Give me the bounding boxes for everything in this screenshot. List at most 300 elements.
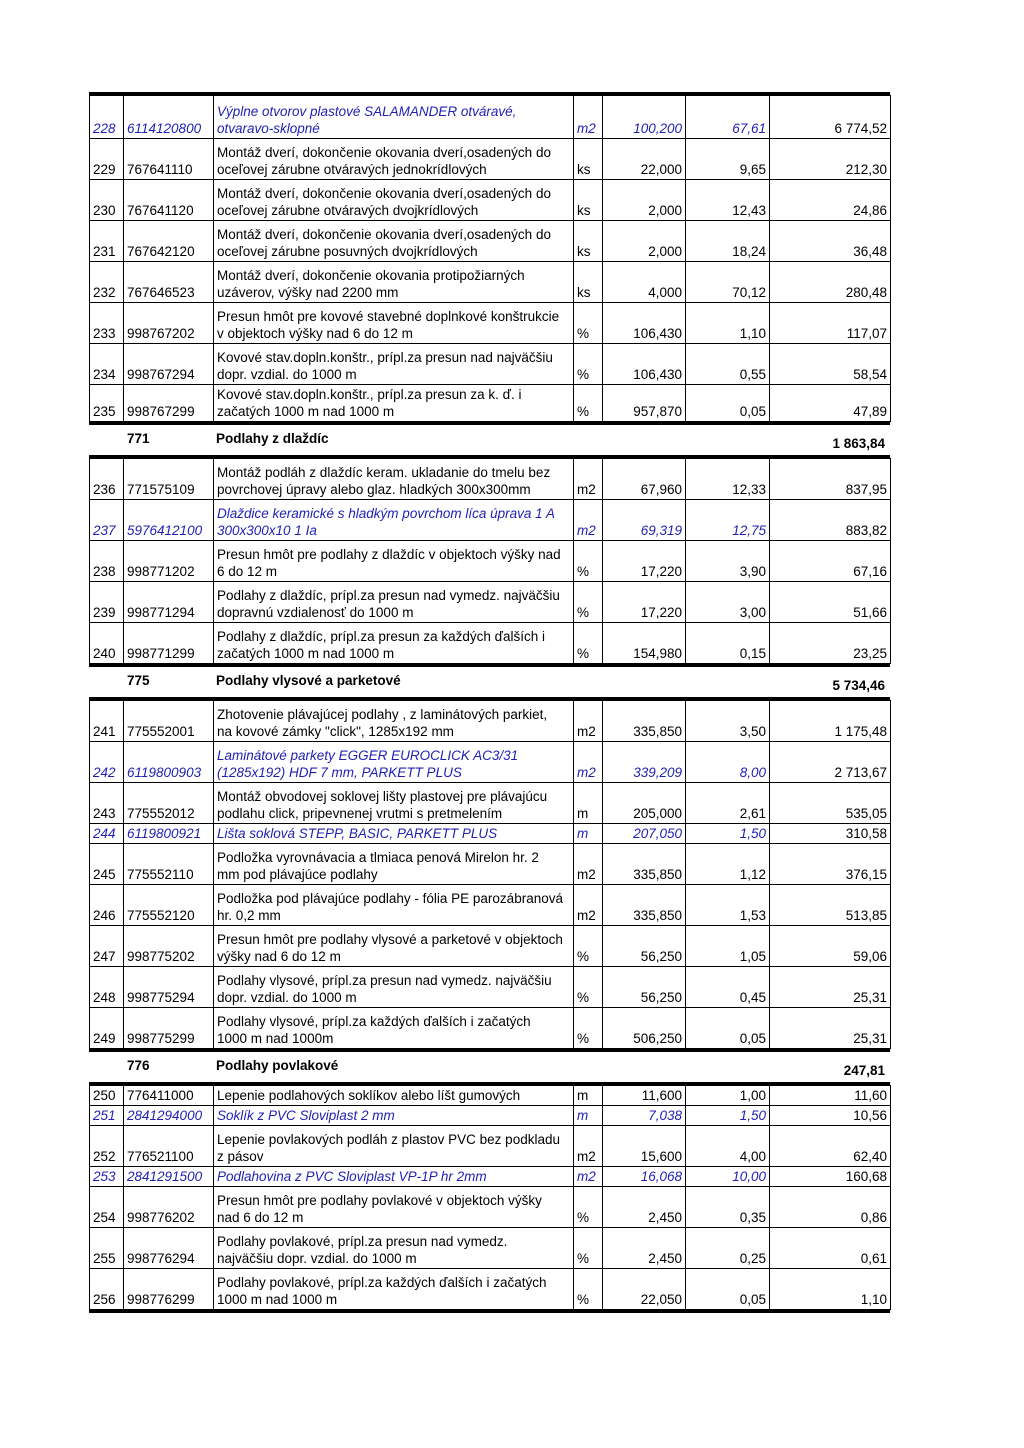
item-total: 36,48 xyxy=(770,221,891,262)
item-quantity: 17,220 xyxy=(603,541,686,582)
item-unit-price: 1,50 xyxy=(686,824,770,844)
item-unit-price: 12,75 xyxy=(686,500,770,541)
item-number: 246 xyxy=(90,885,124,926)
section-header xyxy=(89,1052,890,1082)
description-line: Podlahy z dlaždíc, prípl.za presun za každých ďalších i xyxy=(217,629,545,644)
description-line: hr. 0,2 mm xyxy=(217,908,281,923)
item-description xyxy=(214,844,574,885)
table-row xyxy=(90,844,891,885)
description-line: Presun hmôt pre kovové stavebné doplnkové konštrukcie xyxy=(217,309,560,324)
item-total: 1 175,48 xyxy=(770,701,891,742)
description-line: Podložka vyrovnávacia a tlmiaca penová Mirelon hr. 2 xyxy=(217,850,539,865)
item-number: 237 xyxy=(90,500,124,541)
table-row xyxy=(90,139,891,180)
item-total: 59,06 xyxy=(770,926,891,967)
item-number: 239 xyxy=(90,582,124,623)
description-line: Lišta soklová STEPP, BASIC, PARKETT PLUS xyxy=(217,826,498,841)
description-line: uzáverov, výšky nad 2200 mm xyxy=(217,285,399,300)
description-line: Montáž dverí, dokončenie okovania dverí,osadených do xyxy=(217,186,551,201)
item-number: 255 xyxy=(90,1228,124,1269)
description-line: dopravnú vzdialenosť do 1000 m xyxy=(217,605,414,620)
item-unit-price: 0,05 xyxy=(686,385,770,422)
item-code: 998767202 xyxy=(124,303,214,344)
table-row xyxy=(90,582,891,623)
item-number: 236 xyxy=(90,459,124,500)
item-total: 25,31 xyxy=(770,1008,891,1049)
item-description xyxy=(214,221,574,262)
item-unit: m2 xyxy=(574,1126,603,1167)
material-row xyxy=(90,96,891,139)
item-description xyxy=(214,967,574,1008)
item-unit: m2 xyxy=(574,742,603,783)
item-total: 24,86 xyxy=(770,180,891,221)
item-unit: m xyxy=(574,1106,603,1126)
item-code: 776411000 xyxy=(124,1086,214,1106)
item-unit: % xyxy=(574,1008,603,1049)
item-unit-price: 0,25 xyxy=(686,1228,770,1269)
item-quantity: 100,200 xyxy=(603,96,686,139)
item-description xyxy=(214,701,574,742)
description-line: Montáž podláh z dlaždíc keram. ukladanie do tmelu bez xyxy=(217,465,551,480)
description-line: Podlahy povlakové, prípl.za každých ďalších i začatých xyxy=(217,1275,547,1290)
item-quantity: 335,850 xyxy=(603,844,686,885)
item-unit-price: 8,00 xyxy=(686,742,770,783)
item-number: 238 xyxy=(90,541,124,582)
table-row xyxy=(90,926,891,967)
item-number: 248 xyxy=(90,967,124,1008)
item-number: 241 xyxy=(90,701,124,742)
item-description xyxy=(214,1269,574,1310)
item-code: 998775294 xyxy=(124,967,214,1008)
table-row xyxy=(90,262,891,303)
item-quantity: 154,980 xyxy=(603,623,686,664)
description-line: začatých 1000 m nad 1000 m xyxy=(217,404,395,419)
description-line: oceľovej zárubne posuvných dvojkrídlových xyxy=(217,244,478,259)
table-row xyxy=(90,885,891,926)
item-number: 252 xyxy=(90,1126,124,1167)
description-line: Kovové stav.dopln.konštr., prípl.za presun za k. ď. i xyxy=(217,387,522,402)
items-table xyxy=(89,1085,891,1310)
description-line: Podlahy vlysové, prípl.za každých ďalších i začatých xyxy=(217,1014,531,1029)
item-number: 250 xyxy=(90,1086,124,1106)
item-code: 6114120800 xyxy=(124,96,214,139)
item-total: 25,31 xyxy=(770,967,891,1008)
item-description xyxy=(214,582,574,623)
item-code: 2841291500 xyxy=(124,1167,214,1187)
item-code: 6119800921 xyxy=(124,824,214,844)
item-description xyxy=(214,824,574,844)
description-line: dopr. vzdial. do 1000 m xyxy=(217,990,357,1005)
item-unit-price: 1,10 xyxy=(686,303,770,344)
item-number: 249 xyxy=(90,1008,124,1049)
item-total: 6 774,52 xyxy=(770,96,891,139)
item-unit: % xyxy=(574,623,603,664)
material-row xyxy=(90,742,891,783)
item-unit: m2 xyxy=(574,844,603,885)
item-quantity: 2,000 xyxy=(603,221,686,262)
description-line: Presun hmôt pre podlahy z dlaždíc v objektoch výšky nad xyxy=(217,547,561,562)
item-unit: m xyxy=(574,1086,603,1106)
item-unit-price: 12,33 xyxy=(686,459,770,500)
material-row xyxy=(90,500,891,541)
description-line: Montáž dverí, dokončenie okovania dverí,osadených do xyxy=(217,227,551,242)
item-unit-price: 4,00 xyxy=(686,1126,770,1167)
item-code: 998771299 xyxy=(124,623,214,664)
item-description xyxy=(214,926,574,967)
item-total: 280,48 xyxy=(770,262,891,303)
item-number: 233 xyxy=(90,303,124,344)
item-code: 767642120 xyxy=(124,221,214,262)
item-quantity: 7,038 xyxy=(603,1106,686,1126)
table-row xyxy=(90,1086,891,1106)
item-description xyxy=(214,96,574,139)
item-description xyxy=(214,344,574,385)
description-line: Zhotovenie plávajúcej podlahy , z laminátových parkiet, xyxy=(217,707,548,722)
item-number: 254 xyxy=(90,1187,124,1228)
table-row xyxy=(90,303,891,344)
item-total: 23,25 xyxy=(770,623,891,664)
description-line: 6 do 12 m xyxy=(217,564,278,579)
table-row xyxy=(90,1228,891,1269)
item-code: 771575109 xyxy=(124,459,214,500)
item-code: 775552001 xyxy=(124,701,214,742)
description-line: výšky nad 6 do 12 m xyxy=(217,949,341,964)
item-description xyxy=(214,541,574,582)
items-table xyxy=(89,700,891,1049)
item-quantity: 56,250 xyxy=(603,926,686,967)
item-total: 67,16 xyxy=(770,541,891,582)
description-line: Podlahy povlakové, prípl.za presun nad vymedz. xyxy=(217,1234,508,1249)
table-row xyxy=(90,1008,891,1049)
description-line: Lepenie podlahových soklíkov alebo líšt gumových xyxy=(217,1088,521,1103)
table-row xyxy=(90,344,891,385)
item-code: 767641120 xyxy=(124,180,214,221)
item-unit-price: 9,65 xyxy=(686,139,770,180)
item-unit: m2 xyxy=(574,701,603,742)
description-line: v objektoch výšky nad 6 do 12 m xyxy=(217,326,413,341)
item-total: 10,56 xyxy=(770,1106,891,1126)
description-line: Montáž obvodovej soklovej lišty plastovej pre plávajúcu xyxy=(217,789,548,804)
item-unit: m xyxy=(574,783,603,824)
item-code: 998776202 xyxy=(124,1187,214,1228)
item-unit-price: 1,50 xyxy=(686,1106,770,1126)
item-unit: % xyxy=(574,1269,603,1310)
item-description xyxy=(214,783,574,824)
item-number: 230 xyxy=(90,180,124,221)
item-quantity: 56,250 xyxy=(603,967,686,1008)
item-code: 998771202 xyxy=(124,541,214,582)
item-code: 775552012 xyxy=(124,783,214,824)
item-code: 998767299 xyxy=(124,385,214,422)
item-code: 998776294 xyxy=(124,1228,214,1269)
item-unit: ks xyxy=(574,221,603,262)
table-row xyxy=(90,1269,891,1310)
item-code: 775552110 xyxy=(124,844,214,885)
item-total: 160,68 xyxy=(770,1167,891,1187)
description-line: Výplne otvorov plastové SALAMANDER otváravé, xyxy=(217,104,517,119)
table-row xyxy=(90,783,891,824)
description-line: dopr. vzdial. do 1000 m xyxy=(217,367,357,382)
item-unit: % xyxy=(574,541,603,582)
item-unit-price: 0,05 xyxy=(686,1269,770,1310)
item-quantity: 957,870 xyxy=(603,385,686,422)
item-description xyxy=(214,1187,574,1228)
description-line: (1285x192) HDF 7 mm, PARKETT PLUS xyxy=(217,765,462,780)
item-quantity: 16,068 xyxy=(603,1167,686,1187)
item-total: 535,05 xyxy=(770,783,891,824)
item-unit: % xyxy=(574,1228,603,1269)
table-row xyxy=(90,1187,891,1228)
section-total: 5 734,46 xyxy=(832,678,885,693)
item-unit-price: 0,55 xyxy=(686,344,770,385)
item-quantity: 106,430 xyxy=(603,344,686,385)
item-unit-price: 0,15 xyxy=(686,623,770,664)
table-row xyxy=(90,385,891,422)
item-quantity: 69,319 xyxy=(603,500,686,541)
item-code: 767641110 xyxy=(124,139,214,180)
section-divider xyxy=(89,1310,890,1313)
item-unit: m2 xyxy=(574,96,603,139)
material-row xyxy=(90,1167,891,1187)
item-description xyxy=(214,303,574,344)
item-total: 47,89 xyxy=(770,385,891,422)
item-total: 310,58 xyxy=(770,824,891,844)
item-unit-price: 12,43 xyxy=(686,180,770,221)
item-number: 231 xyxy=(90,221,124,262)
description-line: Soklík z PVC Sloviplast 2 mm xyxy=(217,1108,395,1123)
description-line: Dlaždice keramické s hladkým povrchom líca úprava 1 A xyxy=(217,506,555,521)
table-row xyxy=(90,967,891,1008)
description-line: 1000 m nad 1000 m xyxy=(217,1292,338,1307)
item-quantity: 2,000 xyxy=(603,180,686,221)
item-number: 235 xyxy=(90,385,124,422)
item-number: 244 xyxy=(90,824,124,844)
description-line: Podlahovina z PVC Sloviplast VP-1P hr 2mm xyxy=(217,1169,487,1184)
description-line: Podložka pod plávajúce podlahy - fólia PE parozábranová xyxy=(217,891,563,906)
description-line: z pásov xyxy=(217,1149,264,1164)
table-row xyxy=(90,459,891,500)
section-code: 771 xyxy=(127,431,150,446)
item-unit-price: 18,24 xyxy=(686,221,770,262)
section-total: 1 863,84 xyxy=(832,436,885,451)
item-code: 998771294 xyxy=(124,582,214,623)
item-code: 2841294000 xyxy=(124,1106,214,1126)
item-unit-price: 70,12 xyxy=(686,262,770,303)
item-unit: ks xyxy=(574,262,603,303)
description-line: Montáž dverí, dokončenie okovania dverí,osadených do xyxy=(217,145,551,160)
item-code: 998776299 xyxy=(124,1269,214,1310)
item-total: 0,61 xyxy=(770,1228,891,1269)
item-unit: % xyxy=(574,967,603,1008)
item-unit: ks xyxy=(574,139,603,180)
item-unit-price: 67,61 xyxy=(686,96,770,139)
item-description xyxy=(214,1126,574,1167)
description-line: povrchovej úpravy alebo glaz. hladkých 300x300mm xyxy=(217,482,531,497)
item-unit: % xyxy=(574,926,603,967)
item-unit: % xyxy=(574,344,603,385)
item-quantity: 339,209 xyxy=(603,742,686,783)
item-description xyxy=(214,1086,574,1106)
item-description xyxy=(214,1167,574,1187)
item-total: 0,86 xyxy=(770,1187,891,1228)
item-unit-price: 3,50 xyxy=(686,701,770,742)
item-total: 212,30 xyxy=(770,139,891,180)
item-unit-price: 1,12 xyxy=(686,844,770,885)
description-line: na kovové zámky "click", 1285x192 mm xyxy=(217,724,454,739)
item-description xyxy=(214,1008,574,1049)
item-description xyxy=(214,139,574,180)
item-unit-price: 2,61 xyxy=(686,783,770,824)
item-description xyxy=(214,885,574,926)
description-line: Laminátové parkety EGGER EUROCLICK AC3/31 xyxy=(217,748,519,763)
item-number: 228 xyxy=(90,96,124,139)
item-description xyxy=(214,1228,574,1269)
item-description xyxy=(214,623,574,664)
item-unit-price: 3,90 xyxy=(686,541,770,582)
item-code: 767646523 xyxy=(124,262,214,303)
item-total: 117,07 xyxy=(770,303,891,344)
item-unit-price: 3,00 xyxy=(686,582,770,623)
table-row xyxy=(90,541,891,582)
item-number: 243 xyxy=(90,783,124,824)
item-unit: m2 xyxy=(574,459,603,500)
description-line: Montáž dverí, dokončenie okovania protipožiarných xyxy=(217,268,525,283)
section-header xyxy=(89,667,890,697)
item-total: 58,54 xyxy=(770,344,891,385)
item-quantity: 11,600 xyxy=(603,1086,686,1106)
item-number: 234 xyxy=(90,344,124,385)
description-line: Podlahy z dlaždíc, prípl.za presun nad vymedz. najväčšiu xyxy=(217,588,560,603)
description-line: 1000 m nad 1000m xyxy=(217,1031,334,1046)
item-total: 11,60 xyxy=(770,1086,891,1106)
item-number: 229 xyxy=(90,139,124,180)
section-name: Podlahy vlysové a parketové xyxy=(216,673,401,688)
item-unit-price: 0,35 xyxy=(686,1187,770,1228)
item-quantity: 4,000 xyxy=(603,262,686,303)
item-code: 6119800903 xyxy=(124,742,214,783)
item-unit: % xyxy=(574,385,603,422)
table-row xyxy=(90,1126,891,1167)
item-quantity: 205,000 xyxy=(603,783,686,824)
items-table xyxy=(89,458,891,664)
table-row xyxy=(90,623,891,664)
section-code: 775 xyxy=(127,673,150,688)
item-unit: m xyxy=(574,824,603,844)
section-code: 776 xyxy=(127,1058,150,1073)
item-quantity: 15,600 xyxy=(603,1126,686,1167)
description-line: oceľovej zárubne otváravých jednokrídlových xyxy=(217,162,487,177)
description-line: Presun hmôt pre podlahy vlysové a parketové v objektoch xyxy=(217,932,563,947)
item-total: 2 713,67 xyxy=(770,742,891,783)
material-row xyxy=(90,1106,891,1126)
item-total: 62,40 xyxy=(770,1126,891,1167)
item-description xyxy=(214,742,574,783)
item-quantity: 17,220 xyxy=(603,582,686,623)
table-row xyxy=(90,180,891,221)
item-quantity: 335,850 xyxy=(603,701,686,742)
item-quantity: 506,250 xyxy=(603,1008,686,1049)
item-unit: % xyxy=(574,303,603,344)
item-unit-price: 1,53 xyxy=(686,885,770,926)
section-total: 247,81 xyxy=(843,1063,885,1078)
item-unit: m2 xyxy=(574,885,603,926)
description-line: mm pod plávajúce podlahy xyxy=(217,867,378,882)
description-line: Lepenie povlakových podláh z plastov PVC bez podkladu xyxy=(217,1132,560,1147)
item-code: 998775202 xyxy=(124,926,214,967)
budget-document xyxy=(89,92,890,1313)
description-line: otvaravo-sklopné xyxy=(217,121,320,136)
description-line: Kovové stav.dopln.konštr., prípl.za presun nad najväčšiu xyxy=(217,350,553,365)
table-row xyxy=(90,701,891,742)
item-unit: % xyxy=(574,582,603,623)
item-quantity: 22,000 xyxy=(603,139,686,180)
item-unit: ks xyxy=(574,180,603,221)
item-quantity: 207,050 xyxy=(603,824,686,844)
items-table xyxy=(89,95,891,422)
item-number: 242 xyxy=(90,742,124,783)
item-total: 1,10 xyxy=(770,1269,891,1310)
item-total: 513,85 xyxy=(770,885,891,926)
description-line: nad 6 do 12 m xyxy=(217,1210,304,1225)
description-line: Podlahy vlysové, prípl.za presun nad vymedz. najväčšiu xyxy=(217,973,552,988)
description-line: začatých 1000 m nad 1000 m xyxy=(217,646,395,661)
description-line: 300x300x10 1 Ia xyxy=(217,523,317,538)
description-line: Presun hmôt pre podlahy povlakové v objektoch výšky xyxy=(217,1193,542,1208)
item-quantity: 106,430 xyxy=(603,303,686,344)
item-description xyxy=(214,180,574,221)
item-number: 256 xyxy=(90,1269,124,1310)
item-code: 5976412100 xyxy=(124,500,214,541)
section-header xyxy=(89,425,890,455)
item-description xyxy=(214,500,574,541)
table-row xyxy=(90,221,891,262)
item-number: 253 xyxy=(90,1167,124,1187)
item-number: 240 xyxy=(90,623,124,664)
item-code: 775552120 xyxy=(124,885,214,926)
item-number: 251 xyxy=(90,1106,124,1126)
item-total: 837,95 xyxy=(770,459,891,500)
description-line: podlahu click, pripevnenej vrutmi s pretmelením xyxy=(217,806,503,821)
item-description xyxy=(214,459,574,500)
item-quantity: 22,050 xyxy=(603,1269,686,1310)
item-code: 998775299 xyxy=(124,1008,214,1049)
item-unit: % xyxy=(574,1187,603,1228)
item-unit: m2 xyxy=(574,500,603,541)
item-number: 232 xyxy=(90,262,124,303)
item-code: 998767294 xyxy=(124,344,214,385)
item-total: 883,82 xyxy=(770,500,891,541)
item-unit-price: 10,00 xyxy=(686,1167,770,1187)
item-number: 247 xyxy=(90,926,124,967)
item-description xyxy=(214,1106,574,1126)
item-unit-price: 1,00 xyxy=(686,1086,770,1106)
item-unit: m2 xyxy=(574,1167,603,1187)
item-code: 776521100 xyxy=(124,1126,214,1167)
item-unit-price: 0,05 xyxy=(686,1008,770,1049)
item-quantity: 2,450 xyxy=(603,1187,686,1228)
item-quantity: 335,850 xyxy=(603,885,686,926)
material-row xyxy=(90,824,891,844)
item-description xyxy=(214,262,574,303)
item-number: 245 xyxy=(90,844,124,885)
item-total: 376,15 xyxy=(770,844,891,885)
item-unit-price: 0,45 xyxy=(686,967,770,1008)
description-line: oceľovej zárubne otváravých dvojkrídlových xyxy=(217,203,479,218)
item-quantity: 2,450 xyxy=(603,1228,686,1269)
section-name: Podlahy z dlaždíc xyxy=(216,431,329,446)
item-total: 51,66 xyxy=(770,582,891,623)
item-description xyxy=(214,385,574,422)
